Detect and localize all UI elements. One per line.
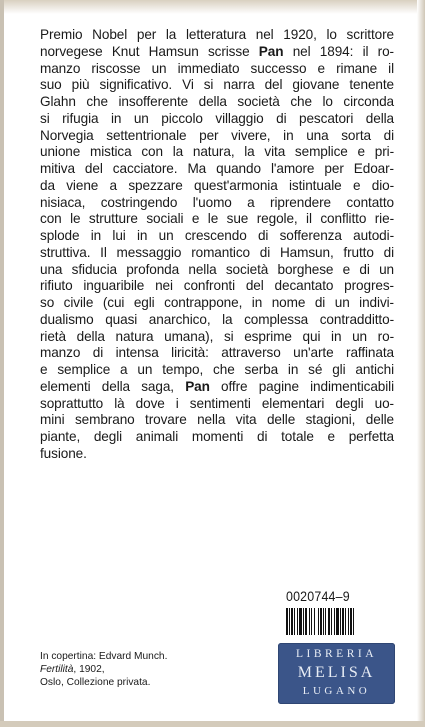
- blurb-segment: elementi della saga,: [40, 378, 186, 394]
- blurb-segment: manzo di intensa liricità: attraverso un'arte raffinata: [40, 345, 394, 361]
- cover-credit: [40, 650, 167, 689]
- stamp-line-melisa: MELISA: [297, 664, 376, 681]
- barcode-bar: [311, 608, 312, 635]
- barcode-bar: [303, 608, 304, 635]
- barcode-bar: [309, 608, 310, 635]
- blurb-segment: una sfiducia profonda nella società borghese e di un: [40, 261, 394, 277]
- blurb-line: [40, 228, 394, 245]
- blurb-line: [40, 312, 394, 329]
- blurb-line: [40, 27, 394, 44]
- bookshop-stamp: [278, 643, 395, 704]
- blurb-line: [40, 295, 394, 312]
- blurb-segment: norvegese Knut Hamsun scrisse: [40, 43, 259, 59]
- isbn-code: 0020744–9: [286, 589, 350, 604]
- cover-edge-top: [0, 0, 425, 14]
- barcode-bar: [336, 608, 339, 635]
- cover-edge-bottom: [0, 721, 425, 727]
- barcode-bar: [286, 608, 288, 635]
- blurb-segment: fusione.: [40, 445, 87, 461]
- barcode-bar: [305, 608, 307, 635]
- barcode-bar: [323, 608, 324, 635]
- blurb-segment: si rifugia in un piccolo villaggio di pescatori della: [40, 110, 394, 126]
- blurb-segment: da viene a spezzare quest'armonia istintuale e dio-: [40, 177, 394, 193]
- credit-work-year: , 1902,: [73, 664, 105, 675]
- blurb-segment: rifiuto inguaribile nei confronti del decantato progres-: [40, 278, 394, 294]
- blurb-line: [40, 44, 394, 61]
- blurb-segment: offre pagine indimenticabili: [209, 378, 394, 394]
- book-title-bold: Pan: [258, 43, 284, 59]
- barcode-bar: [314, 608, 315, 635]
- barcode-bar: [331, 608, 332, 635]
- barcode-bar: [350, 608, 352, 635]
- barcode-bar: [320, 608, 322, 635]
- barcode-bar: [297, 608, 298, 635]
- barcode-bar: [299, 608, 302, 635]
- barcode-bar: [318, 608, 319, 635]
- barcode-bar: [294, 608, 295, 635]
- blurb-line: [40, 412, 394, 429]
- blurb-segment: piante, degli animali momenti di totale e perfetta: [40, 429, 394, 444]
- barcode-bar: [328, 608, 330, 635]
- blurb-line: [40, 77, 394, 94]
- blurb-segment: soprattutto là dove i sentimenti elementari degli uo-: [40, 395, 394, 411]
- blurb-segment: Glahn che insofferente della società che lo circonda: [40, 94, 394, 109]
- stamp-line-lugano: LUGANO: [302, 685, 371, 697]
- barcode-bar: [345, 608, 346, 635]
- blurb-line: [40, 245, 394, 262]
- blurb-segment: Premio Nobel per la letteratura nel 1920, lo scrittore: [40, 27, 394, 42]
- credit-line-work: [40, 663, 167, 676]
- stamp-line-libreria: LIBRERIA: [295, 648, 378, 660]
- blurb-segment: so civile (cui egli contrappone, in nome di un indivi-: [40, 295, 394, 310]
- blurb-segment: e semplice a un tempo, che serba in sé gli antichi: [40, 362, 394, 377]
- blurb-segment: con le strutture sociali e le sue regole, il conflitto rie-: [40, 211, 394, 227]
- blurb-segment: mini sembrano trovare nella vita delle stagioni, delle: [40, 412, 394, 428]
- blurb-segment: manzo riscosse un immediato successo e rimane il: [40, 60, 394, 76]
- blurb-segment: Norvegia settentrionale per vivere, in una sorta di: [40, 127, 394, 143]
- blurb-line: [40, 329, 394, 346]
- blurb-line: [40, 446, 394, 463]
- barcode-bar: [342, 608, 344, 635]
- blurb-segment: suo più significativo. Vi si narra del giovane tenente: [40, 77, 394, 93]
- blurb-segment: mitiva del cacciatore. Ma quando l'amore per Edoar-: [40, 161, 394, 176]
- blurb-line: [40, 211, 394, 228]
- blurb-line: [40, 161, 394, 178]
- barcode-bar: [353, 608, 354, 635]
- blurb-line: [40, 195, 394, 212]
- blurb-line: [40, 345, 394, 362]
- barcode-bar: [291, 608, 293, 635]
- barcode-bar: [334, 608, 335, 635]
- blurb-line: [40, 144, 394, 161]
- blurb-line: [40, 429, 394, 446]
- cover-edge-left: [0, 0, 4, 727]
- blurb-segment: dualismo quasi anarchico, la complessa contradditto-: [40, 311, 394, 327]
- blurb-line: [40, 61, 394, 78]
- barcode-bar: [348, 608, 349, 635]
- blurb-segment: nisiaca, costringendo l'uomo a riprendere contatto: [40, 194, 394, 210]
- blurb-line: [40, 178, 394, 195]
- blurb-segment: unione mistica con la natura, la vita semplice e pri-: [40, 144, 394, 160]
- blurb-line: [40, 396, 394, 413]
- barcode-bar: [289, 608, 290, 635]
- book-title-bold: Pan: [185, 378, 210, 394]
- blurb-text: [40, 27, 394, 463]
- blurb-line: [40, 278, 394, 295]
- blurb-line: [40, 262, 394, 279]
- blurb-segment: struttiva. Il messaggio romantico di Hamsun, frutto di: [40, 244, 394, 260]
- blurb-line: [40, 94, 394, 111]
- blurb-line: [40, 379, 394, 396]
- barcode-bar: [325, 608, 326, 635]
- blurb-line: [40, 128, 394, 145]
- credit-line-collection: Oslo, Collezione privata.: [40, 677, 151, 688]
- barcode: [286, 608, 393, 635]
- blurb-segment: nel 1894: il ro-: [283, 43, 394, 59]
- credit-work-title: Fertilità: [40, 664, 74, 675]
- blurb-segment: rietà della natura umana), si esprime qui in un ro-: [40, 328, 394, 344]
- blurb-line: [40, 362, 394, 379]
- blurb-line: [40, 111, 394, 128]
- blurb-segment: splode in lui in un crescendo di sofferenza autodi-: [40, 228, 394, 243]
- cover-edge-right: [417, 0, 425, 727]
- barcode-bar: [340, 608, 341, 635]
- credit-line-artist: In copertina: Edvard Munch.: [40, 651, 168, 662]
